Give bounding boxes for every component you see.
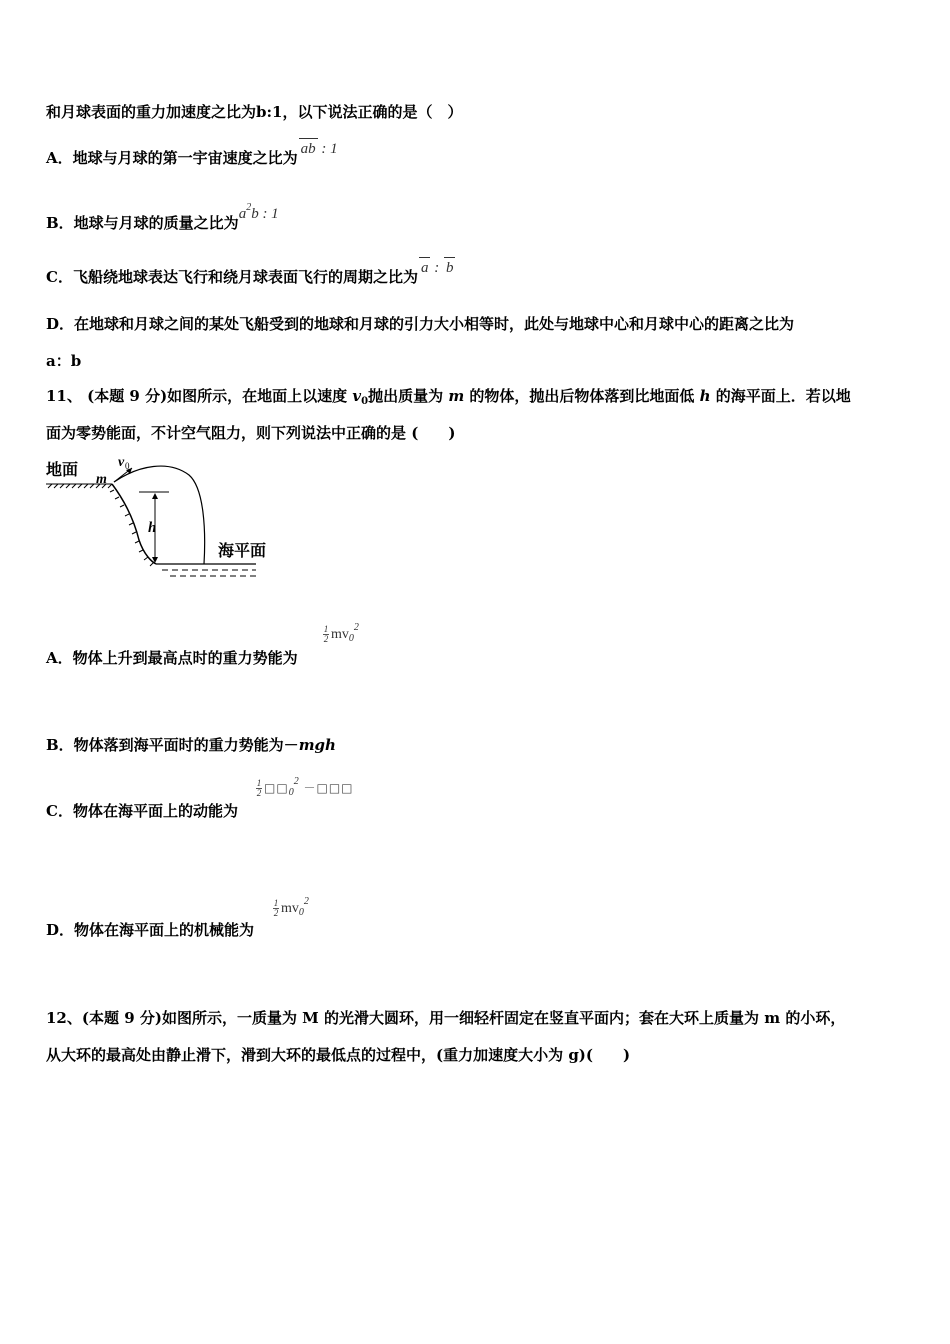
frac-den: 2 bbox=[273, 908, 279, 918]
q11-text-4: 的海平面上．若以地 bbox=[710, 387, 851, 405]
formula-sub: 0 bbox=[288, 787, 294, 798]
m-var: m bbox=[448, 387, 465, 405]
q10-option-b-math bbox=[238, 202, 279, 222]
q10-option-b-label: B．地球与月球的质量之比为 bbox=[46, 214, 239, 232]
q10-option-d-label: D．在地球和月球之间的某处飞船受到的地球和月球的引力大小相等时，此处与地球中心和月球中心的距离之比为 bbox=[46, 315, 795, 333]
q11-text-2: 抛出质量为 bbox=[368, 387, 449, 405]
v0-sub: 0 bbox=[361, 396, 369, 407]
formula-sup: 2 bbox=[293, 776, 299, 787]
q10-option-a-label: A．地球与月球的第一宇宙速度之比为 bbox=[46, 149, 298, 167]
q11-option-a[interactable]: A．物体上升到最高点时的重力势能为 bbox=[46, 649, 298, 667]
q11-text-1: 11、 (本题 9 分)如图所示，在地面上以速度 bbox=[46, 387, 353, 405]
frac-num: 1 bbox=[323, 624, 329, 634]
h-arrow-up bbox=[152, 493, 158, 499]
q11-option-b-formula: mgh bbox=[298, 736, 336, 754]
sqrt-term: ab bbox=[299, 138, 318, 159]
height-label: h bbox=[148, 520, 157, 536]
formula-sup: 2 bbox=[303, 896, 309, 907]
ratio-term: b : 1 bbox=[251, 206, 279, 222]
mass-label: m bbox=[96, 472, 107, 487]
q10-option-d-answer: a：b bbox=[46, 352, 82, 370]
formula-sup: 2 bbox=[353, 622, 359, 633]
frac-den: 2 bbox=[256, 788, 262, 798]
formula-sub: 0 bbox=[348, 633, 354, 644]
sea-waves bbox=[162, 570, 256, 576]
q10-option-c-math bbox=[418, 260, 456, 276]
q10-option-b[interactable] bbox=[46, 202, 279, 234]
q12-stem-line2: 从大环的最高处由静止滑下，滑到大环的最低点的过程中，(重力加速度大小为 g)( ) bbox=[46, 1046, 631, 1064]
base-term: a bbox=[238, 206, 247, 222]
formula-sub: 0 bbox=[298, 907, 304, 918]
exponent: 2 bbox=[246, 202, 252, 213]
formula-text: mv bbox=[331, 627, 349, 642]
q10-option-c[interactable] bbox=[46, 260, 455, 288]
q10-option-d[interactable] bbox=[46, 314, 794, 334]
q11-stem-line2: 面为零势能面，不计空气阻力，则下列说法中正确的是 ( ) bbox=[46, 424, 456, 442]
q12-stem-line1: 12、(本题 9 分)如图所示，一质量为 M 的光滑大圆环，用一细轻杆固定在竖直平面内；套在大环上质量为 m 的小环， bbox=[46, 1009, 846, 1027]
frac-den: 2 bbox=[323, 634, 329, 644]
h-var: h bbox=[699, 387, 711, 405]
frac-num: 1 bbox=[273, 898, 279, 908]
sqrt-term-2: b bbox=[444, 257, 456, 278]
q10-option-a[interactable] bbox=[46, 141, 338, 169]
q11-stem-line1 bbox=[46, 386, 851, 412]
sea-label: 海平面 bbox=[218, 541, 267, 560]
sqrt-term-1: a bbox=[419, 257, 431, 278]
v0-var: v bbox=[352, 387, 362, 405]
missing-glyphs-1: □□ bbox=[264, 781, 289, 795]
v0-sub-label: 0 bbox=[125, 461, 130, 471]
ground-label: 地面 bbox=[46, 460, 79, 479]
frac-num: 1 bbox=[256, 778, 262, 788]
q11-text-3: 的物体，抛出后物体落到比地面低 bbox=[464, 387, 700, 405]
q10-option-a-math bbox=[298, 141, 338, 157]
q11-option-d[interactable]: D．物体在海平面上的机械能为 bbox=[46, 921, 255, 939]
ratio-term: : 1 bbox=[317, 141, 338, 157]
q11-option-c-formula bbox=[256, 776, 354, 798]
ratio-sep: : bbox=[430, 260, 443, 276]
q11-option-c[interactable]: C．物体在海平面上的动能为 bbox=[46, 802, 238, 820]
projectile-figure bbox=[44, 450, 274, 590]
v0-label: v bbox=[118, 455, 125, 470]
missing-glyphs-2: －□□□ bbox=[298, 781, 354, 795]
formula-text: mv bbox=[281, 901, 299, 916]
q11-option-a-formula bbox=[323, 622, 359, 644]
q11-option-b-label: B．物体落到海平面时的重力势能为－ bbox=[46, 736, 299, 754]
q11-option-b[interactable] bbox=[46, 735, 336, 755]
q11-option-d-formula bbox=[273, 896, 309, 918]
q10-option-c-label: C．飞船绕地球表达飞行和绕月球表面飞行的周期之比为 bbox=[46, 268, 418, 286]
intro-line: 和月球表面的重力加速度之比为b:1，以下说法正确的是（ ） bbox=[46, 103, 463, 121]
